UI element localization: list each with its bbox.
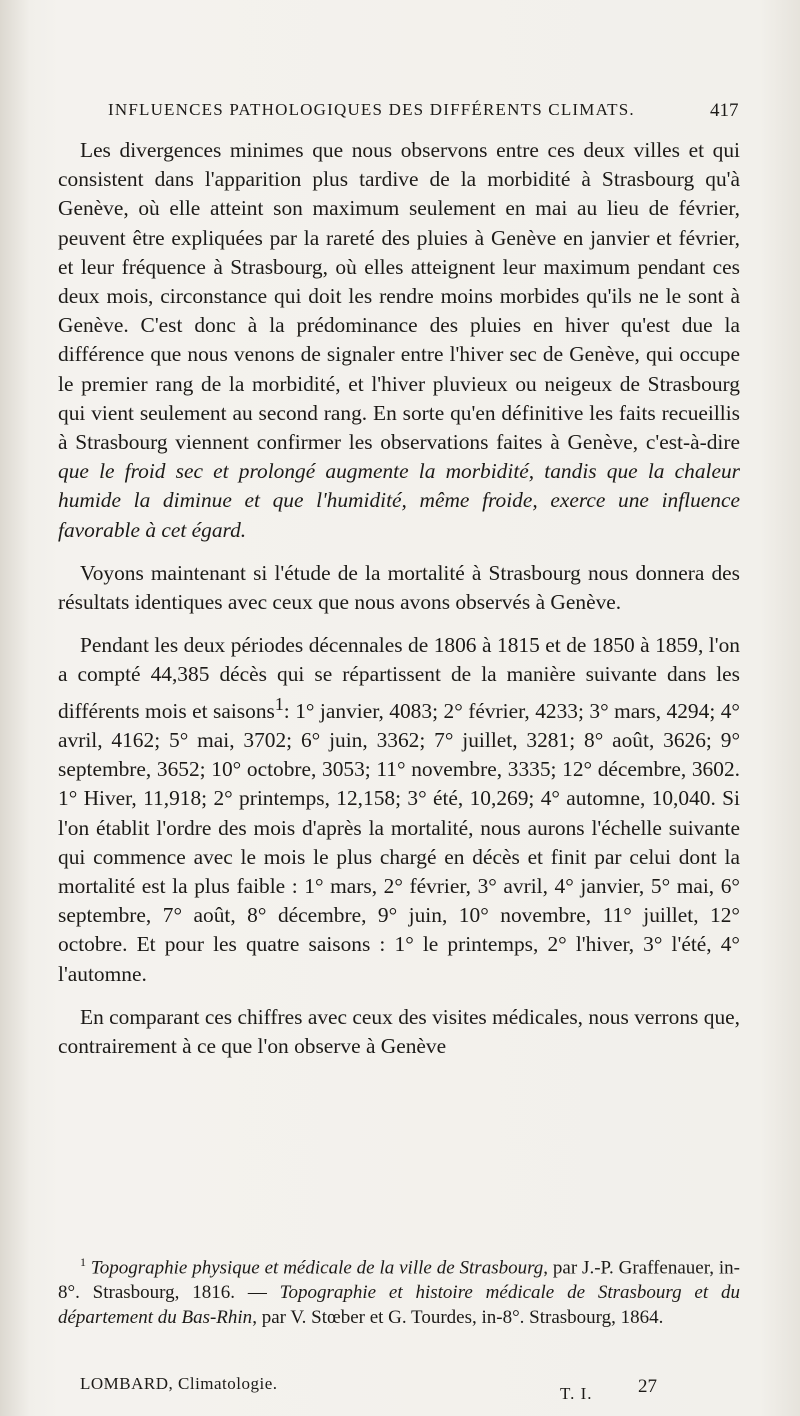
main-text (58, 136, 740, 1061)
footnote-marker: 1 (80, 1255, 86, 1269)
footnote-title-2: Topographie et histoire médicale de Strasbourg et du département du Bas-Rhin (58, 1282, 740, 1329)
printer-signature: LOMBARD, Climatologie. (80, 1374, 278, 1393)
paragraph-3-text: Pendant les deux périodes décennales de 1806 à 1815 et de 1850 à 1859, l'on a compté 44,385 décès qui se répartissent de la manière suivante dans les différents mois et saisons (58, 633, 740, 723)
paragraph-comparaison (58, 1003, 740, 1061)
footnote-title-1: Topographie physique et médicale de la ville de Strasbourg (90, 1257, 544, 1279)
footnote-ref: 1 (274, 693, 284, 714)
mortality-figures: : 1° janvier, 4083; 2° février, 4233; 3° mars, 4294; 4° avril, 4162; 5° mai, 3702; 6° juin, 3362; 7° juillet, 3281; 8° août, 3626; 9° septembre, 3652; 10° octobre, 3053; 11° novembre, 3335; 12° décembre, 3602. 1° Hiver, 11,918; 2° printemps, 12,158; 3° été, 10,269; 4° automne, 10,040. Si l'on établit l'ordre des mois d'après la mortalité, nous aurons l'échelle suivante qui commence avec le mois le plus chargé en décès et finit par celui dont la mortalité est la plus faible : 1° mars, 2° février, 3° avril, 4° janvier, 5° mai, 6° septembre, 7° août, 8° décembre, 9° juin, 10° novembre, 11° juillet, 12° octobre. Et pour les quatre saisons : 1° le printemps, 2° l'hiver, 3° l'été, 4° l'automne. (58, 698, 740, 986)
footnotes (58, 1250, 740, 1330)
page-footer (80, 1374, 740, 1403)
paragraph-mortalite-intro: Voyons maintenant si l'étude de la mortalité à Strasbourg nous donnera des résultats identiques avec ceux que nous avons observés à Genève. (58, 560, 740, 615)
footnote-text-2: , par V. Stœber et G. Tourdes, in-8°. Strasbourg, 1864. (252, 1307, 664, 1329)
volume-mark: T. I. (560, 1384, 593, 1403)
footnote-text-1: , par J.-P. Graffenauer, in-8°. Strasbourg, 1816. — (58, 1257, 740, 1304)
paragraph-1-text: Les divergences minimes que nous observons entre ces deux villes et qui consistent dans l'apparition plus tardive de la morbidité à Strasbourg qu'à Genève, où elle atteint son maximum seulement en mai au lieu de février, peuvent être expliquées par la rareté des pluies à Genève en janvier et février, et leur fréquence à Strasbourg, où elles atteignent leur maximum pendant ces deux mois, circonstance qui doit les rendre moins morbides qu'ils ne le sont à Genève. C'est donc à la prédominance des pluies en hiver qu'est due la différence que nous venons de signaler entre l'hiver sec de Genève, qui occupe le premier rang de la morbidité, et l'hiver pluvieux ou neigeux de Strasbourg qui vient seulement au second rang. En sorte qu'en définitive les faits recueillis à Strasbourg viennent confirmer les observations faites à Genève, c'est-à-dire (58, 138, 740, 455)
running-header (108, 100, 748, 120)
page-number: 417 (710, 100, 739, 121)
footnote (58, 1250, 740, 1330)
italic-conclusion: que le froid sec et prolongé augmente la morbidité, tandis que la chaleur humide la diminue et que l'humidité, même froide, exerce une influence favorable à cet égard. (58, 459, 740, 542)
paragraph-mortalite-data (58, 631, 740, 989)
running-title: INFLUENCES PATHOLOGIQUES DES DIFFÉRENTS CLIMATS. (108, 100, 635, 119)
sheet-number: 27 (638, 1376, 657, 1397)
paragraph-divergences (58, 136, 740, 545)
paragraph-4-text: En comparant ces chiffres avec ceux des visites médicales, nous verrons que, contrairement à ce que l'on observe à Genève (58, 1004, 740, 1059)
